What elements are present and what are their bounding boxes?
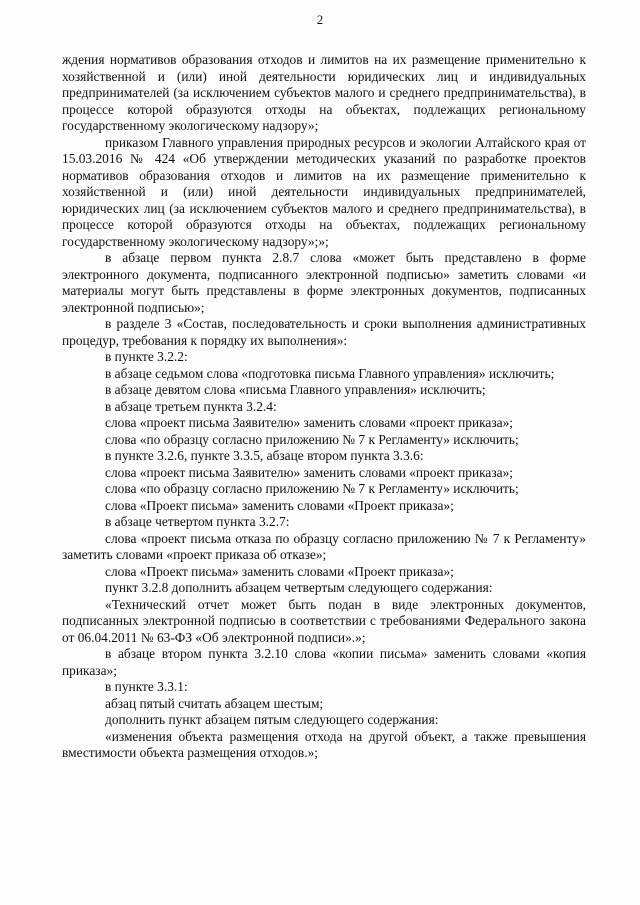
paragraph-14: слова «Проект письма» заменить словами «Проект приказа»;: [105, 497, 454, 513]
paragraph-17: слова «Проект письма» заменить словами «Проект приказа»;: [105, 563, 454, 579]
paragraph-21: в пункте 3.3.1:: [105, 679, 188, 694]
paragraph-24: «изменения объекта размещения отхода на другой объект, а также превышения вместимости объекта размещения отходов.»;: [62, 728, 586, 760]
paragraph-13: слова «по образцу согласно приложению № 7 к Регламенту» исключить;: [105, 481, 519, 496]
paragraph-9: слова «проект письма Заявителю» заменить словами «проект приказа»;: [105, 415, 514, 430]
paragraph-5: в пункте 3.2.2:: [105, 349, 188, 364]
document-body: [62, 52, 586, 762]
paragraph-23: дополнить пункт абзацем пятым следующего содержания:: [105, 712, 439, 727]
paragraph-3: в абзаце первом пункта 2.8.7 слова «может быть представлено в форме электронного документа, подписанного электронной подписью» заметить словами «и материалы могут быть представлены в форме электронных документов, подписанных электронной подписью»;: [62, 250, 586, 315]
paragraph-1: ждения нормативов образования отходов и лимитов на их размещение применительно к хозяйственной и (или) иной деятельности юридических лиц и индивидуальных предпринимателей (за исключением субъектов малого и среднего предпринимательства), в процессе которой образуются отходы на объектах, подлежащих региональному государственному экологическому надзору»;: [62, 52, 586, 133]
paragraph-19: «Технический отчет может быть подан в виде электронных документов, подписанных электронной подписью в соответствии с требованиями Федерального закона от 06.04.2011 № 63-ФЗ «Об электронной подписи».»;: [62, 596, 586, 645]
paragraph-11: в пункте 3.2.6, пункте 3.3.5, абзаце втором пункта 3.3.6:: [105, 448, 424, 463]
paragraph-16: слова «проект письма отказа по образцу согласно приложению № 7 к Регламенту» заметить словами «проект приказа об отказе»;: [62, 530, 586, 562]
paragraph-12: слова «проект письма Заявителю» заменить словами «проект приказа»;: [105, 464, 514, 480]
paragraph-20: в абзаце втором пункта 3.2.10 слова «копии письма» заменить словами «копия приказа»;: [62, 646, 586, 678]
paragraph-7: в абзаце девятом слова «письма Главного управления» исключить;: [105, 382, 486, 397]
paragraph-18: пункт 3.2.8 дополнить абзацем четвертым следующего содержания:: [105, 580, 493, 595]
paragraph-2: приказом Главного управления природных ресурсов и экологии Алтайского края от 15.03.2016 № 424 «Об утверждении методических указаний по разработке проектов нормативов образования отходов и лимитов на их размещение применительно к хозяйственной и (или) иной деятельности индивидуальных предпринимателей, юридических лиц (за исключением субъектов малого и среднего предпринимательства), в процессе которой образуются отходы на объектах, подлежащих региональному государственному экологическому надзору»;»;: [62, 134, 586, 249]
paragraph-22: абзац пятый считать абзацем шестым;: [105, 695, 324, 711]
paragraph-8: в абзаце третьем пункта 3.2.4:: [105, 398, 277, 414]
paragraph-10: слова «по образцу согласно приложению № 7 к Регламенту» исключить;: [105, 431, 519, 447]
paragraph-4: в разделе 3 «Состав, последовательность и сроки выполнения административных процедур, требования к порядку их выполнения»:: [62, 316, 586, 348]
paragraph-6: в абзаце седьмом слова «подготовка письма Главного управления» исключить;: [105, 365, 555, 381]
paragraph-15: в абзаце четвертом пункта 3.2.7:: [105, 514, 290, 529]
page-number: 2: [316, 12, 324, 27]
